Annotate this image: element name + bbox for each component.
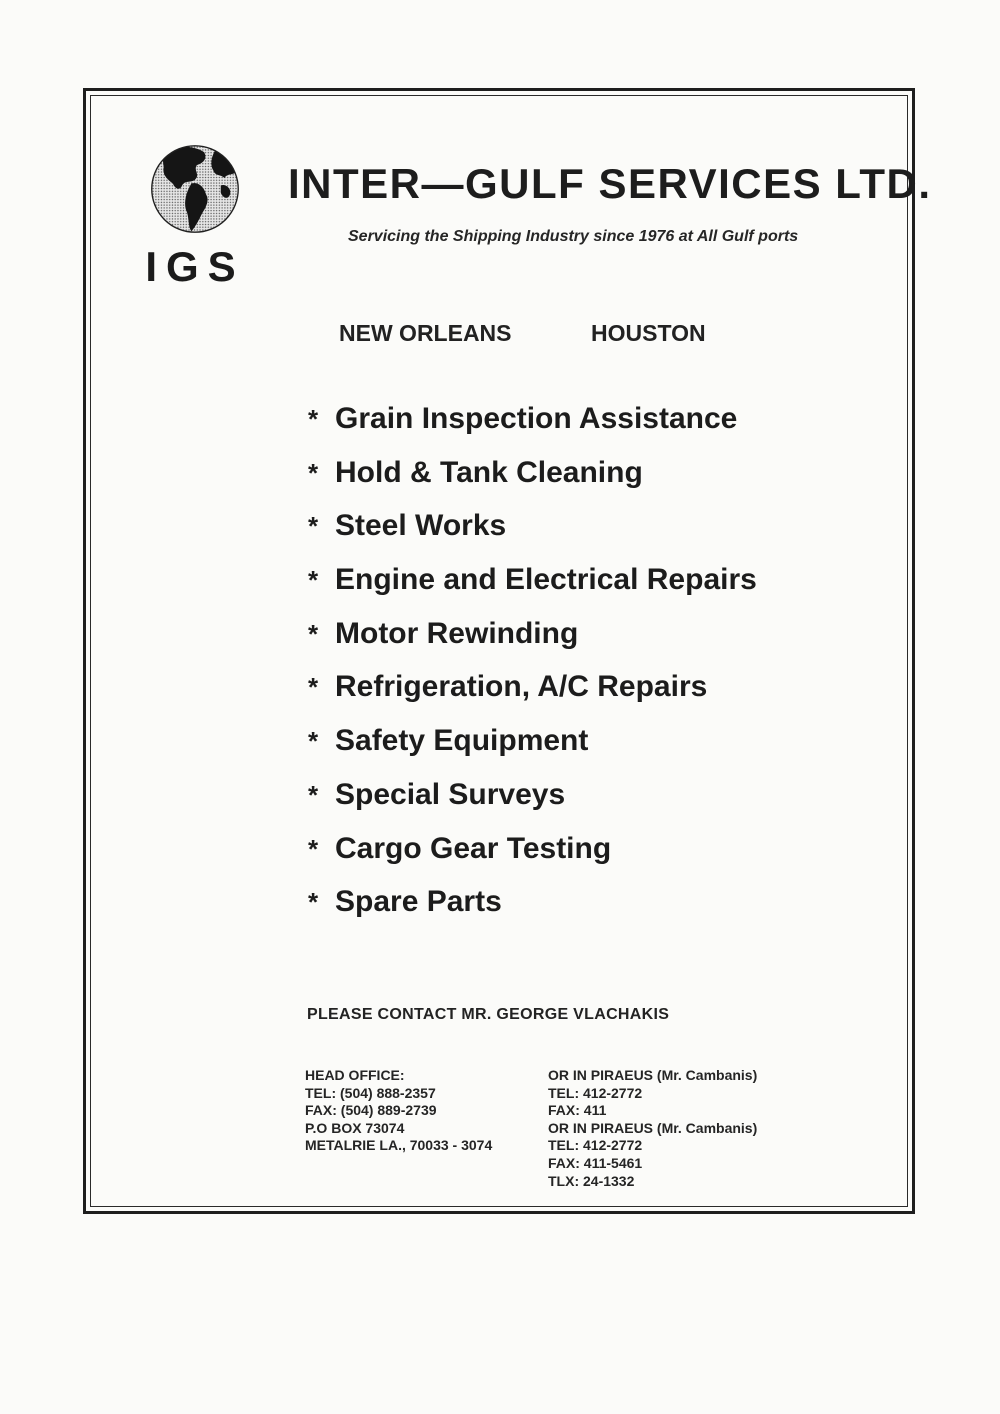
city-houston: HOUSTON [591,320,706,346]
service-item [308,881,757,935]
service-item [308,666,757,720]
service-item [308,452,757,506]
contact-person: PLEASE CONTACT MR. GEORGE VLACHAKIS [307,1006,670,1023]
service-item [308,720,757,774]
head-office-tel: TEL: (504) 888-2357 [305,1084,436,1101]
service-label: Spare Parts [335,885,502,919]
tagline: Servicing the Shipping Industry since 1976 at All Gulf ports [348,228,799,245]
head-office-title: HEAD OFFICE: [305,1067,405,1083]
bullet-asterisk: * [308,779,319,810]
bullet-asterisk: * [308,618,319,649]
service-item [308,559,757,613]
service-item [308,774,757,828]
service-item [308,505,757,559]
head-office-fax: FAX: (504) 889-2739 [305,1102,437,1119]
globe-icon [149,143,241,235]
service-label: Cargo Gear Testing [335,831,612,865]
service-item [308,398,757,452]
bullet-asterisk: * [308,565,319,596]
services-list [308,398,757,935]
city-new-orleans: NEW ORLEANS [339,320,512,346]
service-label: Grain Inspection Assistance [335,402,738,435]
piraeus-telex: TLX: 24-1332 [548,1172,635,1189]
bullet-asterisk: * [308,887,319,918]
piraeus-block [548,1067,757,1190]
bullet-asterisk: * [308,457,319,488]
service-label: Engine and Electrical Repairs [335,563,757,597]
service-label: Motor Rewinding [335,616,579,650]
piraeus-heading: OR IN PIRAEUS (Mr. Cambanis) [548,1119,758,1136]
service-label: Refrigeration, A/C Repairs [335,670,708,704]
piraeus-tel: TEL: 412-2772 [548,1137,643,1154]
service-item [308,828,757,882]
logo-text: IGS [145,243,245,290]
bullet-asterisk: * [308,404,319,434]
head-office-block [305,1067,492,1155]
service-label: Safety Equipment [335,724,589,758]
bullet-asterisk: * [308,833,319,864]
service-label: Hold & Tank Cleaning [335,455,643,489]
bullet-asterisk: * [308,726,319,757]
bullet-asterisk: * [308,511,319,542]
bullet-asterisk: * [308,672,319,703]
service-item [308,613,757,667]
piraeus-fax: FAX: 411 [548,1102,607,1119]
head-office-address: METALRIE LA., 70033 - 3074 [305,1137,493,1154]
company-name: INTER—GULF SERVICES LTD. [288,160,932,207]
service-label: Steel Works [335,509,507,543]
service-label: Special Surveys [335,777,566,811]
piraeus-tel: TEL: 412-2772 [548,1084,643,1101]
piraeus-fax: FAX: 411-5461 [548,1154,643,1171]
piraeus-heading: OR IN PIRAEUS (Mr. Cambanis) [548,1067,758,1083]
head-office-pobox: P.O BOX 73074 [305,1119,405,1136]
